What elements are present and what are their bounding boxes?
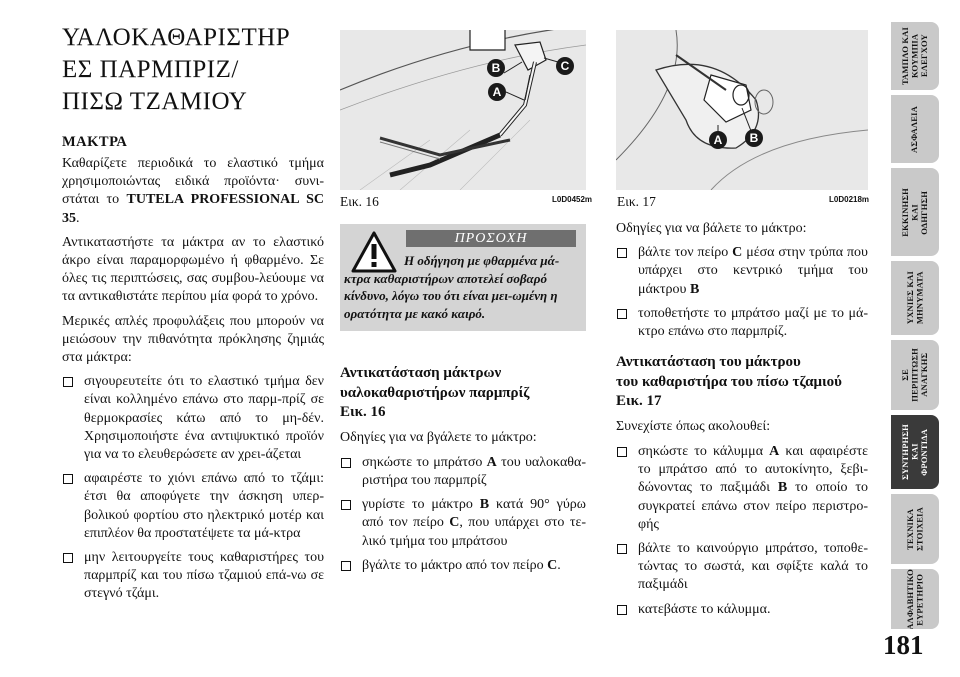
list-item-text: μην λειτουργείτε τους καθαριστήρες του παρμπρίζ και του πίσω τζαμιού επά-νω σε στεγνό τζάμι. — [84, 550, 324, 602]
tab-lights-messages[interactable] — [891, 261, 939, 335]
checkbox-bullet-icon — [617, 248, 627, 258]
key-letter: B — [689, 281, 700, 297]
list-item — [340, 496, 586, 551]
tab-index[interactable] — [891, 569, 939, 629]
title-line: ΠΙΣΩ ΤΖΑΜΙΟΥ — [62, 88, 248, 115]
paragraph-remove-intro: Οδηγίες για να βγάλετε το μάκτρο: — [340, 429, 537, 445]
precautions-list — [62, 373, 324, 603]
tab-technical-data[interactable] — [891, 494, 939, 564]
title-line: ΥΑΛΟΚΑΘΑΡΙΣΤΗΡ — [62, 24, 291, 51]
heading-line: Εικ. 17 — [616, 393, 662, 410]
tab-label: ΥΧΝΙΕΣ ΚΑΙ ΜΗΝΥΜΑΤΑ — [904, 271, 924, 325]
paragraph-install-intro: Οδηγίες για να βάλετε το μάκτρο: — [616, 221, 807, 236]
warning-box — [340, 224, 586, 331]
list-item-text: τοποθετήστε το μπράτσο μαζί με το μά-κτρο επάνω στο παρμπρίζ. — [638, 305, 868, 340]
column-left — [62, 22, 324, 610]
section-heading-blades: ΜΑΚΤΡΑ — [62, 134, 128, 150]
key-letter: A — [486, 454, 497, 470]
text: μέσα στην τρύπα που υπάρχει στο κεντρικό τμήμα του μάκτρου — [638, 245, 868, 297]
figure-16-caption: Εικ. 16 — [340, 194, 379, 209]
text: γυρίστε το μάκτρο — [362, 497, 480, 513]
checkbox-bullet-icon — [617, 544, 627, 554]
page-title — [62, 22, 324, 118]
checkbox-bullet-icon — [341, 500, 351, 510]
section-heading-windshield — [340, 364, 586, 423]
column-right — [616, 220, 868, 625]
checkbox-bullet-icon — [63, 377, 73, 387]
checkbox-bullet-icon — [617, 447, 627, 457]
figure-label: B — [749, 131, 759, 145]
warning-tag: ΠΡΟΣΟΧΗ — [406, 230, 576, 247]
list-item — [616, 244, 868, 299]
install-steps-list — [616, 244, 868, 341]
heading-line: Εικ. 16 — [340, 404, 386, 420]
text: , που υπάρχει στο τε-λικό τμήμα του μπράτσου — [362, 515, 587, 549]
text: . — [557, 557, 561, 573]
list-item-text: κατεβάστε το κάλυμμα. — [638, 601, 771, 617]
heading-line: του καθαριστήρα του πίσω τζαμιού — [616, 373, 842, 390]
list-item — [62, 373, 324, 464]
key-letter: B — [479, 497, 490, 513]
text: σηκώστε το μπράτσο — [362, 454, 487, 470]
remove-steps-list — [340, 454, 586, 575]
list-item — [62, 549, 324, 604]
heading-line: Αντικατάσταση του μάκτρου — [616, 354, 801, 371]
product-name: TUTELA PROFESSIONAL SC 35 — [62, 192, 324, 226]
text: βάλτε τον πείρο — [638, 245, 733, 261]
checkbox-bullet-icon — [341, 458, 351, 468]
windshield-wiper-illustration — [340, 30, 586, 190]
paragraph-continue: Συνεχίστε όπως ακολουθεί: — [616, 418, 771, 434]
tab-emergency[interactable] — [891, 340, 939, 410]
key-letter: C — [547, 557, 558, 573]
heading-line: υαλοκαθαριστήρων παρμπρίζ — [340, 384, 530, 401]
tab-starting-driving[interactable] — [891, 168, 939, 256]
paragraph-replace: Αντικαταστήστε τα μάκτρα αν το ελαστικό άκρο είναι παραμορφωμένο ή φθαρμένο. Σε όλες τις περιπτώσεις, σας συμβου-λεύουμε να τα αντικαθιστάτε περίπου μία φορά το χρόνο. — [62, 234, 324, 305]
key-letter: C — [732, 245, 743, 261]
column-middle — [340, 364, 586, 581]
tab-label: ΑΣΦΑΛΕΙΑ — [909, 105, 920, 153]
tab-dashboard[interactable] — [891, 22, 939, 90]
tab-label: ΑΛΦΑΒΗΤΙΚΟ ΕΥΡΕΤΗΡΙΟ — [904, 569, 924, 629]
figure-16-code: L0D0452m — [552, 195, 593, 204]
text: κατά 90° γύρω από τον πείρο — [362, 497, 586, 531]
paragraph-cleaning — [62, 155, 324, 228]
text: σηκώστε το κάλυμμα — [638, 443, 770, 459]
figure-label: B — [491, 61, 501, 75]
tab-label: ΣΕ ΠΕΡΙΠΤΩΣΗ ΑΝΑΓΚΗΣ — [899, 348, 929, 402]
figure-17-caption: Εικ. 17 — [617, 194, 656, 209]
figure-16-image — [340, 30, 586, 190]
section-heading-rear — [616, 353, 868, 412]
text: βγάλτε το μάκτρο από τον πείρο — [362, 557, 548, 573]
list-item — [616, 540, 868, 595]
checkbox-bullet-icon — [617, 605, 627, 615]
figure-label: C — [560, 59, 570, 73]
figure-label: A — [492, 85, 502, 99]
text: του υαλοκαθα-ριστήρα του παρμπρίζ — [362, 454, 586, 488]
title-line: ΕΣ ΠΑΡΜΠΡΙΖ/ — [62, 56, 239, 83]
list-item — [340, 557, 586, 575]
checkbox-bullet-icon — [617, 309, 627, 319]
key-letter: C — [449, 515, 460, 531]
list-item — [616, 443, 868, 534]
figure-17-image — [616, 30, 868, 190]
paragraph-precautions: Μερικές απλές προφυλάξεις που μπορούν να μειώσουν την πιθανότητα πρόκλησης ζημιάς στα μάκτρα: — [62, 313, 324, 366]
tab-label: ΤΕΧΝΙΚΑ ΣΤΟΙΧΕΙΑ — [904, 507, 924, 551]
rear-steps-list — [616, 443, 868, 619]
list-item-text: σιγουρευτείτε ότι το ελαστικό τμήμα δεν είναι κολλημένο επάνω στο παρμ-πρίζ σε θερμοκρασίες κάτω από το μη-δέν. Χρησιμοποιήστε ένα αντιψυκτικό προϊόν για να το ελευθερώσετε αν χρει-άζεται — [84, 374, 324, 463]
tab-label: ΕΚΚΙΝΗΣΗ ΚΑΙ ΟΔΗΓΗΣΗ — [899, 187, 929, 237]
key-letter: B — [777, 480, 788, 496]
tab-label: ΣΥΝΤΗΡΗΣΗ ΚΑΙ ΦΡΟΝΤΙΔΑ — [899, 424, 929, 480]
page-number: 181 — [883, 630, 924, 660]
figure-17-code: L0D0218m — [829, 195, 870, 204]
tab-safety[interactable] — [891, 95, 939, 163]
text: Καθαρίζετε περιοδικά το ελαστικό τμήμα χρησιμοποιώντας ειδικά προϊόντα· συνι-στάται το — [62, 156, 324, 208]
tab-maintenance[interactable] — [891, 415, 939, 489]
list-item — [340, 454, 586, 490]
text: . — [76, 210, 80, 226]
list-item — [616, 305, 868, 341]
text: το οποίο το συγκρατεί επάνω στον πείρο περιστρο-φής — [638, 480, 868, 532]
tab-label: ΤΑΜΠΛΟ ΚΑΙ ΚΟΥΜΠΙΑ ΕΛΕΓΧΟΥ — [899, 26, 929, 85]
list-item — [616, 601, 868, 619]
warning-text: Η οδήγηση με φθαρμένα μά-κτρα καθαριστήρων αποτελεί σοβαρό κίνδυνο, λόγω του ότι είναι μει-ωμένη η ορατότητα με κακό καιρό. — [344, 253, 560, 321]
list-item — [62, 470, 324, 543]
figure-label: A — [713, 133, 723, 147]
rear-wiper-illustration — [616, 30, 868, 190]
checkbox-bullet-icon — [63, 553, 73, 563]
heading-line: Αντικατάσταση μάκτρων — [340, 365, 502, 381]
key-letter: A — [769, 443, 780, 459]
checkbox-bullet-icon — [63, 474, 73, 484]
list-item-text: βάλτε το καινούργιο μπράτσο, τοποθε-τώντας το σωστά, και σφίξτε καλά το παξιμάδι — [638, 540, 868, 593]
list-item-text: αφαιρέστε το χιόνι επάνω από το τζάμι: έτσι θα αποφύγετε την άσκηση υπερ-βολικού φορτίου στο ηλεκτρικό μοτέρ και επιπλέον θα προστατέψετε τα μά-κτρα — [84, 471, 324, 541]
checkbox-bullet-icon — [341, 561, 351, 571]
text: και αφαιρέστε το μπράτσο από το αυτοκίνητο, ξεβι-δώνοντας το παξιμάδι — [638, 443, 868, 496]
